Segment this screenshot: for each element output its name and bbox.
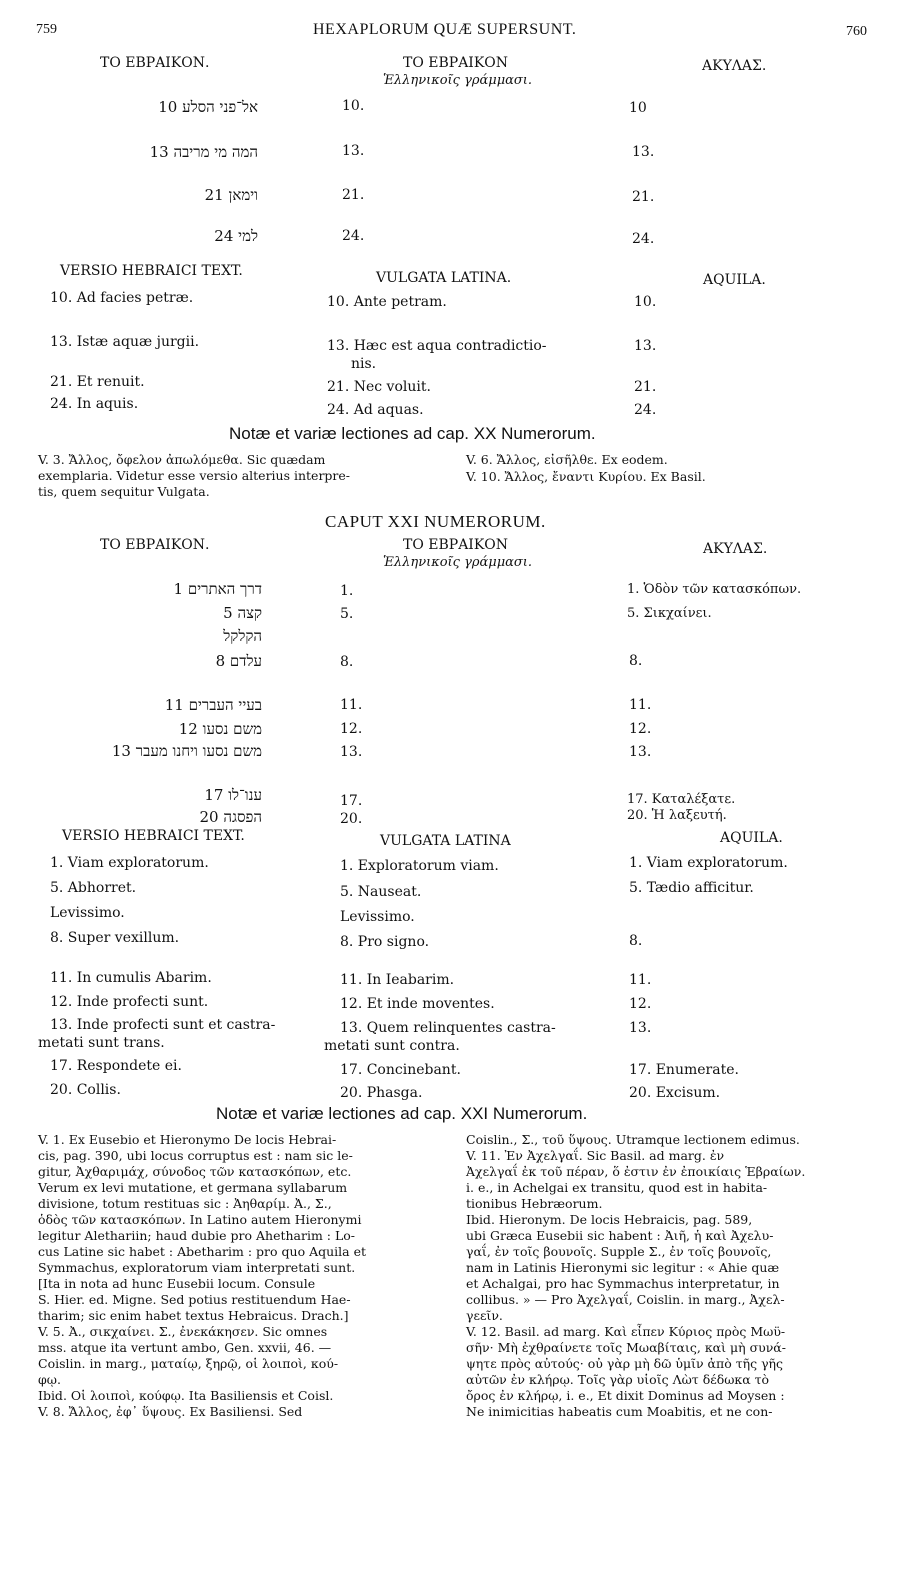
running-title: HEXAPLORUM QUÆ SUPERSUNT. (313, 21, 577, 38)
latin-right: 8. (629, 933, 643, 949)
right-number: 24. (632, 231, 655, 247)
latin-right: 1. Viam exploratorum. (629, 855, 788, 871)
aquila-greek: 1. Ὁδὸν τῶν κατασκόπων. (627, 582, 802, 597)
hebrew-text: ענו־לו (228, 786, 262, 804)
mid-number: 5. (340, 606, 354, 622)
latin-mid: 24. Ad aquas. (327, 402, 424, 418)
latin-left-cont: metati sunt trans. (38, 1035, 165, 1051)
latin-left: Levissimo. (50, 905, 125, 921)
mid-number: 1. (340, 583, 354, 599)
hebrew-row (158, 98, 258, 117)
hebrew-row (214, 227, 258, 246)
hebrew-text: משם נסעו (202, 720, 262, 738)
hebrew-text: בעיי העברים (188, 696, 262, 714)
right-number: 8. (629, 653, 643, 669)
col-head-hebraikon: ΤΟ ΕΒΡΑΙΚΟΝ. (100, 55, 210, 71)
note-line: Ne inimicitias habeatis cum Moabitis, et ne con- (466, 1404, 773, 1419)
latin-left: 10. Ad facies petræ. (50, 290, 194, 306)
note-line: σῆν· Μὴ ἐχθραίνετε τοῖς Μωαβίταις, καὶ μὴ συνά- (466, 1340, 786, 1355)
latin-mid: 8. Pro signo. (340, 934, 430, 950)
latin-head-mid: VULGATA LATINA. (376, 270, 512, 286)
latin-mid: 21. Nec voluit. (327, 379, 431, 395)
latin-left: 24. In aquis. (50, 396, 139, 412)
right-number: 13. (629, 744, 652, 760)
hebrew-row (112, 742, 262, 761)
note-line: nam in Latinis Hieronymi sic legitur : « Ahie quæ (466, 1260, 780, 1275)
latin-right: 13. (634, 338, 657, 354)
note-line: ubi Græca Eusebii sic habent : Ἀιῆ, ἡ καὶ Ἀχελυ- (466, 1228, 774, 1243)
verse-number: 12 (178, 720, 198, 738)
hebrew-text: קצה (237, 604, 262, 622)
note-line: V. 5. Ἀ., σικχαίνει. Σ., ἐνεκάκησεν. Sic omnes (38, 1324, 328, 1339)
note-line: et Achalgai, pro hac Symmachus interpretatur, in (466, 1276, 780, 1291)
hebrew-text: דרך האתרים (187, 580, 262, 598)
note-line: mss. atque ita vertunt ambo, Gen. xxvii, 46. — (38, 1340, 332, 1355)
verse-number: 8 (215, 652, 226, 670)
latin-mid: 11. In Ieabarim. (340, 972, 455, 988)
mid-number: 21. (342, 187, 365, 203)
note-line: V. 1. Ex Eusebio et Hieronymo De locis Hebrai- (38, 1132, 337, 1147)
note-line: cus Latine sic habet : Abetharim : pro quo Aquila et (38, 1244, 366, 1259)
mid-number: 17. (340, 793, 363, 809)
notes-title-ch21: Notæ et variæ lectiones ad cap. XXI Numerorum. (216, 1104, 588, 1123)
note-line: tharim; sic enim habet textus Hebraicus. Drach.] (38, 1308, 349, 1323)
mid-number: 10. (342, 98, 365, 114)
mid-number: 13. (340, 744, 363, 760)
hebrew-row (174, 580, 263, 599)
hebrew-text: למי (238, 227, 258, 245)
note-line: legitur Alethariin; haud dubie pro Ahetharim : Lo- (38, 1228, 356, 1243)
latin-right: 17. Enumerate. (629, 1062, 739, 1078)
latin-right: 21. (634, 379, 657, 395)
note-line: tionibus Hebræorum. (466, 1196, 603, 1211)
note-line: collibus. » — Pro Ἀχελγαΐ, Coislin. in marg., Ἀχελ- (466, 1292, 785, 1307)
col-head-hebraikon-greek: ΤΟ ΕΒΡΑΙΚΟΝ (403, 55, 509, 71)
verse-number: 13 (111, 742, 131, 760)
right-number: 21. (632, 189, 655, 205)
latin-left: 13. Inde profecti sunt et castra- (50, 1017, 276, 1033)
note-line: V. 12. Basil. ad marg. Καὶ εἶπεν Κύριος πρὸς Μωϋ- (466, 1324, 786, 1339)
verse-number: 1 (173, 580, 184, 598)
latin-mid: 13. Hæc est aqua contradictio- (327, 338, 547, 354)
note-line: S. Hier. ed. Migne. Sed potius restituendum Hae- (38, 1292, 351, 1307)
col-head-hebraikon-greek-sub: Ἑλληνικοῖς γράμμασι. (383, 555, 533, 570)
mid-number: 11. (340, 697, 363, 713)
col-head-aquila: ΑΚΥΛΑΣ. (703, 541, 768, 557)
latin-head-mid: VULGATA LATINA (380, 833, 511, 849)
hebrew-row (204, 786, 262, 805)
latin-mid: 5. Nauseat. (340, 884, 422, 900)
note-line: φῳ. (38, 1372, 61, 1387)
note-line: Ἀχελγαΐ ἐκ τοῦ πέραν, ὅ ἐστιν ἐν ἐποικίαις Ἑβραίων. (466, 1164, 806, 1179)
note-line: Ibid. Hieronym. De locis Hebraicis, pag. 589, (466, 1212, 753, 1227)
latin-right: 13. (629, 1020, 652, 1036)
chapter-title: CAPUT XXI NUMERORUM. (325, 512, 546, 531)
latin-left: 12. Inde profecti sunt. (50, 994, 209, 1010)
latin-head-left: VERSIO HEBRAICI TEXT. (62, 828, 245, 844)
note-line: Symmachus, exploratorum viam interpretati sunt. (38, 1260, 356, 1275)
note-line: Coislin., Σ., τοῦ ὕψους. Utramque lectionem edimus. (466, 1132, 800, 1147)
note-line: gitur, Ἀχθαριμάχ, σύνοδος τῶν κατασκόπων, etc. (38, 1164, 352, 1179)
note-line: exemplaria. Videtur esse versio alterius interpre- (38, 468, 351, 483)
note-line: Coislin. in marg., ματαίῳ, ξηρῷ, οἱ λοιποὶ, κού- (38, 1356, 339, 1371)
hebrew-row (165, 696, 262, 715)
note-line: i. e., in Achelgai ex transitu, quod est in habita- (466, 1180, 768, 1195)
note-line: γαΐ, ἐν τοῖς βουνοῖς. Supple Σ., ἐν τοῖς βουνοῖς, (466, 1244, 772, 1259)
page-number-left: 759 (36, 22, 57, 37)
notes-column-left (38, 1132, 448, 1420)
latin-head-right: AQUILA. (720, 830, 783, 846)
note-line: γεεῖν. (466, 1308, 503, 1323)
latin-mid-cont: metati sunt contra. (324, 1038, 460, 1054)
latin-right: 12. (629, 996, 652, 1012)
hebrew-text: אל־פני הסלע (182, 98, 258, 116)
latin-head-right: AQUILA. (703, 272, 766, 288)
latin-mid: 17. Concinebant. (340, 1062, 461, 1078)
verse-number: 5 (223, 604, 233, 622)
hebrew-text: הפסגה (223, 808, 262, 826)
latin-right: 20. Excisum. (629, 1085, 721, 1101)
verse-number: 21 (204, 186, 224, 204)
right-number: 10 (629, 100, 647, 116)
verse-number: 17 (204, 786, 224, 804)
hebrew-text: המה מי מריבה (173, 143, 258, 161)
right-number: 13. (632, 144, 655, 160)
note-line: divisione, totum restituas sic : Ἀηθαρίμ. Ἀ., Σ., (38, 1196, 332, 1211)
verse-number: 11 (164, 696, 184, 714)
note-line: V. 3. Ἄλλος, ὄφελον ἀπωλόμεθα. Sic quædam (38, 452, 326, 467)
aquila-greek: 5. Σικχαίνει. (627, 606, 712, 621)
latin-left: 17. Respondete ei. (50, 1058, 182, 1074)
note-line: Ibid. Οἱ λοιποὶ, κούφῳ. Ita Basiliensis et Coisl. (38, 1388, 334, 1403)
mid-number: 20. (340, 811, 363, 827)
aquila-greek: 20. Ἡ λαξευτή. (627, 808, 727, 823)
hebrew-text: עלדם (229, 652, 262, 670)
hebrew-text: וימאן (228, 186, 258, 204)
latin-mid: 10. Ante petram. (327, 294, 447, 310)
latin-mid: 13. Quem relinquentes castra- (340, 1020, 556, 1036)
note-line: V. 11. Ἐν Ἀχελγαΐ. Sic Basil. ad marg. ἐν (466, 1148, 725, 1163)
latin-right: 24. (634, 402, 657, 418)
latin-left: 20. Collis. (50, 1082, 121, 1098)
hebrew-row (200, 808, 262, 827)
right-number: 11. (629, 697, 652, 713)
hebrew-text: משם נסעו ויחנו מעבר (135, 742, 262, 760)
col-head-hebraikon-greek: ΤΟ ΕΒΡΑΙΚΟΝ (403, 537, 509, 553)
note-line: ὄρος ἐν κλήρῳ, i. e., Et dixit Dominus ad Moysen : (466, 1388, 785, 1403)
notes-column-right (466, 1132, 886, 1420)
verse-number: 13 (149, 143, 169, 161)
hebrew-row (216, 652, 262, 671)
hebrew-row (223, 604, 262, 623)
latin-mid-cont: nis. (351, 356, 377, 372)
verse-number: 20 (199, 808, 219, 826)
note-line: cis, pag. 390, ubi locus corruptus est : nam sic le- (38, 1148, 353, 1163)
hebrew-row (223, 627, 262, 646)
hebrew-text: הקלקל (223, 627, 262, 645)
latin-right: 5. Tædio afficitur. (629, 880, 754, 896)
notes-title-ch20: Notæ et variæ lectiones ad cap. XX Numerorum. (229, 424, 596, 443)
latin-right: 10. (634, 294, 657, 310)
latin-left: 5. Abhorret. (50, 880, 137, 896)
latin-left: 8. Super vexillum. (50, 930, 180, 946)
note-line: [Ita in nota ad hunc Eusebii locum. Consule (38, 1276, 316, 1291)
note-line: tis, quem sequitur Vulgata. (38, 484, 210, 499)
latin-left: 21. Et renuit. (50, 374, 145, 390)
note-line: αὐτῶν ἐν κλήρῳ. Τοῖς γὰρ υἱοῖς Λὼτ δέδωκα τὸ (466, 1372, 770, 1387)
hebrew-row (179, 720, 262, 739)
latin-mid: 20. Phasga. (340, 1085, 423, 1101)
note-line: ψητε πρὸς αὐτούς· οὐ γὰρ μὴ δῶ ὑμῖν ἀπὸ τῆς γῆς (466, 1356, 784, 1371)
latin-right: 11. (629, 972, 652, 988)
latin-left: 13. Istæ aquæ jurgii. (50, 334, 200, 350)
note-line: V. 6. Ἄλλος, εἰσῆλθε. Ex eodem. (466, 452, 668, 467)
mid-number: 24. (342, 228, 365, 244)
note-line: ὁδὸς τῶν κατασκόπων. In Latino autem Hieronymi (38, 1212, 362, 1227)
verse-number: 24 (214, 227, 234, 245)
latin-mid: 1. Exploratorum viam. (340, 858, 499, 874)
col-head-aquila: ΑΚΥΛΑΣ. (702, 58, 767, 74)
col-head-hebraikon-greek-sub: Ἑλληνικοῖς γράμμασι. (383, 73, 533, 88)
aquila-greek: 17. Καταλέξατε. (627, 792, 736, 807)
latin-mid: 12. Et inde moventes. (340, 996, 495, 1012)
latin-head-left: VERSIO HEBRAICI TEXT. (60, 263, 243, 279)
note-line: V. 10. Ἄλλος, ἔναντι Κυρίου. Ex Basil. (466, 469, 706, 484)
latin-mid: Levissimo. (340, 909, 415, 925)
col-head-hebraikon: ΤΟ ΕΒΡΑΙΚΟΝ. (100, 537, 210, 553)
right-number: 12. (629, 721, 652, 737)
note-line: V. 8. Ἄλλος, ἐφ᾽ ὕψους. Ex Basiliensi. Sed (38, 1404, 303, 1419)
page-number-right: 760 (846, 24, 867, 39)
mid-number: 8. (340, 654, 354, 670)
latin-left: 1. Viam exploratorum. (50, 855, 209, 871)
mid-number: 12. (340, 721, 363, 737)
note-line: Verum ex levi mutatione, et germana syllabarum (38, 1180, 348, 1195)
hebrew-row (205, 186, 258, 205)
hebrew-row (150, 143, 258, 162)
verse-number: 10 (158, 98, 178, 116)
mid-number: 13. (342, 143, 365, 159)
latin-left: 11. In cumulis Abarim. (50, 970, 212, 986)
